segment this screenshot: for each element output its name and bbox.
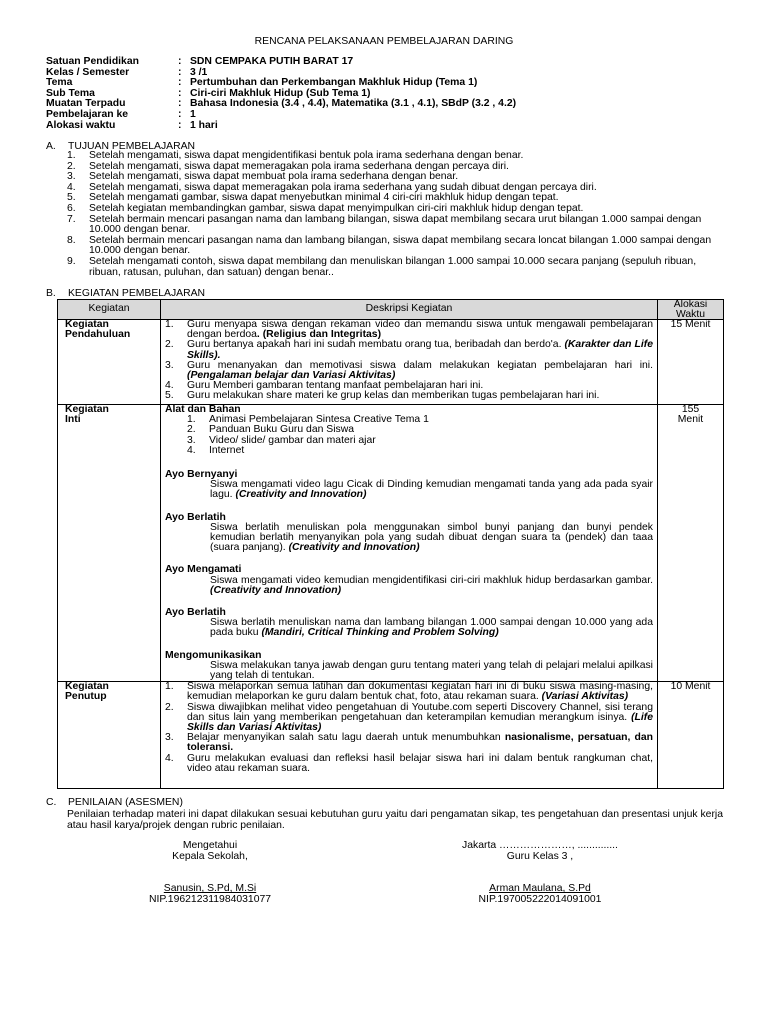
document-title: RENCANA PELAKSANAAN PEMBELAJARAN DARING [254, 36, 514, 47]
subheading: Mengomunikasikan [165, 649, 262, 661]
list-item: 1. Setelah mengamati, siswa dapat mengidentifikasi bentuk pola irama sederhana dengan benar. [67, 150, 524, 161]
list-item: 9. Setelah mengamati contoh, siswa dapat membilang dan menuliskan bilangan 1.000 sampai 10.000 secara panjang (sepuluh ribuan, ribuan, ratusan, puluhan, dan satuan) dengan benar.. [67, 255, 697, 278]
paragraph: Siswa melakukan tanya jawab dengan guru tentang materi yang telah di pelajari melalui apilkasi yang telah di tentukan. [210, 659, 653, 682]
activity-name: Kegiatan Penutup [58, 682, 161, 789]
activity-time: 155 Menit [658, 405, 724, 682]
identity-label: Pembelajaran ke [46, 108, 129, 120]
signature-left [110, 840, 310, 905]
alat-list: 1. Animasi Pembelajaran Sintesa Creative Tema 1 2. Panduan Buku Guru dan Siswa 3. Video/ slide/ gambar dan materi ajar 4. Internet [187, 414, 429, 456]
signer-name: Arman Maulana, S.Pd [489, 883, 591, 894]
identity-value: Pertumbuhan dan Perkembangan Makhluk Hidup (Tema 1) [190, 77, 478, 89]
paragraph: Siswa berlatih menuliskan pola menggunakan simbol bunyi panjang dan bunyi pendek kemudian berlatih menyanyikan pola yang sudah dibuat dengan suara ta (pendek) dan taaa (suara panjang). (Creativity and Innovation) [210, 521, 653, 554]
table-row-inti [58, 405, 724, 682]
table-row-penutup [58, 682, 724, 789]
section-a-heading: A. TUJUAN PEMBELAJARAN [46, 141, 196, 152]
paragraph: Siswa mengamati video kemudian mengidentifikasi ciri-ciri makhluk hidup berdasarkan gambar. (Creativity and Innovation) [210, 574, 653, 596]
identity-row: Pembelajaran ke : 1 [46, 108, 196, 120]
activities-table [57, 299, 724, 789]
subheading: Ayo Mengamati [165, 564, 242, 576]
signer-nip: NIP.196212311984031077 [148, 894, 272, 905]
header-alokasi: Alokasi Waktu [658, 300, 724, 320]
header-kegiatan: Kegiatan [58, 300, 161, 320]
sig-line: Jakarta …………………, .............. [462, 840, 618, 851]
signer-name: Sanusin, S.Pd, M.Si [163, 883, 257, 894]
identity-row: Sub Tema : Ciri-ciri Makhluk Hidup (Sub Tema 1) [46, 87, 371, 99]
identity-row: Satuan Pendidikan : SDN CEMPAKA PUTIH BARAT 17 [46, 56, 354, 67]
list-item: 7. Setelah bermain mencari pasangan nama dan lambang bilangan, siswa dapat membilang secara urut bilangan 1.000 sampai dengan 10.000 dengan benar. [67, 213, 702, 236]
activity-description: 1. Guru menyapa siswa dengan rekaman video dan memandu siswa untuk mengawali pembelajaran dengan berdoa. (Religius dan Integritas) 2. Guru bertanya apakah hari ini sudah membatu orang tua, beribadah dan berdo'a. (Karakter dan Life Skills). 3. Guru menanyakan dan memotivasi siswa dalam melakukan kegiatan pembelajaran hari ini. (Pengalaman belajar dan Variasi Aktivitas) 4. Guru Memberi gambaran tentang manfaat pembelajaran hari ini. 5. Guru melakukan share materi ke grup kelas dan memberikan tugas pembelajaran hari ini. [161, 320, 658, 405]
identity-value: Bahasa Indonesia (3.4 , 4.4), Matematika (3.1 , 4.1), SBdP (3.2 , 4.2) [190, 98, 517, 110]
alat-heading: Alat dan Bahan [165, 404, 241, 415]
list-item: 3. Setelah mengamati, siswa dapat membuat pola irama sederhana dengan benar. [67, 171, 459, 183]
identity-row: Kelas / Semester : 3 /1 [46, 66, 208, 78]
activity-description [161, 405, 658, 682]
list-item: 2. Setelah mengamati, siswa dapat memeragakan pola irama sederhana dengan percaya diri. [67, 160, 509, 172]
activity-name: Kegiatan Inti [58, 405, 161, 682]
activity-description: 1. Siswa melaporkan semua latihan dan dokumentasi kegiatan hari ini di buku siswa masing-masing, kemudian melaporkan ke guru dalam bentuk chat, foto, atau rekaman suara. (Variasi Aktivitas) 2. Siswa diwajibkan melihat video pengetahuan di Youtube.com seperti Discovery Channel, sisi terang dan situs lain yang memberikan pengetahuan dan keterampilan kemudian merangkum isinya. (Life Skills dan Variasi Aktivitas) 3. Belajar menyanyikan salah satu lagu daerah untuk menumbuhkan nasionalisme, persatuan, dan toleransi. 4. Guru melakukan evaluasi dan refleksi hasil belajar siswa hari ini dalam bentuk rangkuman chat, video atau rekaman suara. [161, 682, 658, 789]
list-item: 8. Setelah bermain mencari pasangan nama dan lambang bilangan, siswa dapat membilang secara loncat bilangan 1.000 sampai dengan 10.000 dengan benar. [67, 234, 712, 257]
identity-label: Alokasi waktu [46, 119, 116, 131]
identity-block [46, 57, 516, 131]
activity-time: 15 Menit [658, 320, 724, 405]
paragraph: Siswa mengamati video lagu Cicak di Dinding kemudian mengamati tanda yang ada pada syair lagu. (Creativity and Innovation) [210, 479, 653, 501]
table-row-pendahuluan [58, 320, 724, 405]
activity-name: Kegiatan Pendahuluan [58, 320, 161, 405]
identity-label: Sub Tema [46, 87, 95, 99]
section-b-heading: B. KEGIATAN PEMBELAJARAN [46, 288, 206, 299]
identity-row: Muatan Terpadu : Bahasa Indonesia (3.4 , 4.4), Matematika (3.1 , 4.1), SBdP (3.2 , 4.2) [46, 98, 517, 110]
sig-line: Kepala Sekolah, [172, 851, 248, 862]
identity-row: Tema : Pertumbuhan dan Perkembangan Makhluk Hidup (Tema 1) [46, 77, 478, 89]
subheading: Ayo Berlatih [165, 607, 226, 619]
identity-row: Alokasi waktu : 1 hari [46, 119, 218, 131]
sig-line: Mengetahui [182, 840, 238, 851]
identity-label: Tema [46, 77, 73, 89]
list-item: 4. Setelah mengamati, siswa dapat memeragakan pola irama sederhana yang sudah dibuat dengan percaya diri. [67, 181, 597, 193]
identity-value: 3 /1 [190, 66, 208, 78]
subheading: Ayo Berlatih [165, 511, 226, 523]
identity-label: Satuan Pendidikan [46, 56, 139, 67]
sig-line: Guru Kelas 3 , [506, 851, 574, 862]
identity-value: 1 [190, 108, 196, 120]
list-item: 6. Setelah kegiatan membandingkan gambar, siswa dapat menyimpulkan ciri-ciri makhluk hidup dengan tepat. [67, 202, 584, 214]
subheading: Ayo Bernyanyi [165, 469, 238, 481]
signature-right [440, 840, 640, 905]
list-item: 5. Setelah mengamati gambar, siswa dapat menyebutkan minimal 4 ciri-ciri makhluk hidup dengan tepat. [67, 192, 559, 204]
section-c-heading: C. PENILAIAN (ASESMEN) [46, 797, 183, 808]
activity-time: 10 Menit [658, 682, 724, 789]
identity-label: Muatan Terpadu [46, 98, 126, 110]
identity-value: Ciri-ciri Makhluk Hidup (Sub Tema 1) [190, 87, 371, 99]
signer-nip: NIP.197005222014091001 [478, 894, 602, 905]
goals-list [67, 151, 723, 278]
identity-value: 1 hari [190, 119, 218, 131]
identity-label: Kelas / Semester [46, 66, 130, 78]
identity-value: SDN CEMPAKA PUTIH BARAT 17 [190, 56, 354, 67]
table-header-row [58, 300, 724, 320]
paragraph: Siswa berlatih menuliskan nama dan lambang bilangan 1.000 sampai dengan 10.000 yang ada pada buku (Mandiri, Critical Thinking and Problem Solving) [210, 617, 653, 639]
header-deskripsi: Deskripsi Kegiatan [161, 300, 658, 320]
assessment-text: Penilaian terhadap materi ini dapat dilakukan sesuai kebutuhan guru yaitu dari pengamatan sikap, tes pengetahuan dan presentasi unjuk kerja atau hasil karya/projek dengan rubric penilaian. [67, 809, 723, 831]
